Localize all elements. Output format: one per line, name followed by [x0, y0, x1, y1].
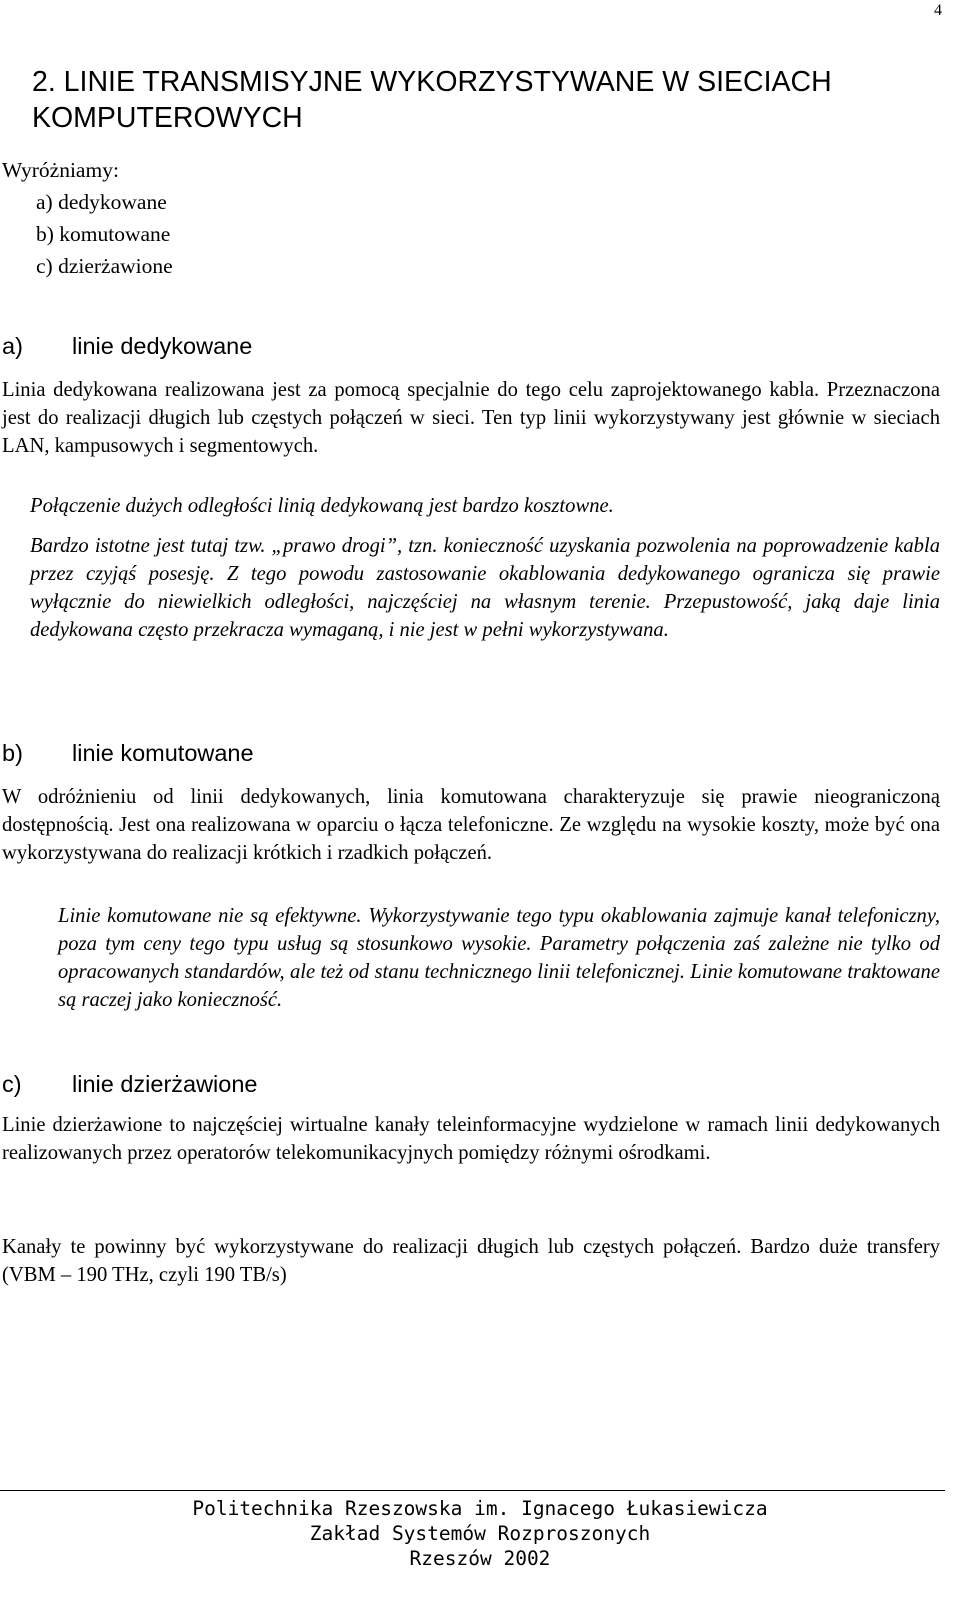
footer-divider	[0, 1490, 945, 1491]
section-b-body: W odróżnieniu od linii dedykowanych, linia komutowana charakteryzuje się prawie nieograniczoną dostępnością. Jest ona realizowana w oparciu o łącza telefoniczne. Ze względu na wysokie koszty, może być ona wykorzystywana do realizacji krótkich i rzadkich połączeń.	[2, 786, 940, 864]
page-number: 4	[934, 2, 942, 19]
page-title: 2. LINIE TRANSMISYJNE WYKORZYSTYWANE W SIECIACH KOMPUTEROWYCH	[32, 66, 832, 134]
list-item: b) komutowane	[36, 222, 171, 246]
section-a-body: Linia dedykowana realizowana jest za pomocą specjalnie do tego celu zaprojektowanego kabla. Przeznaczona jest do realizacji długich lub częstych połączeń w sieci. Ten typ linii wykorzystywany jest głównie w sieciach LAN, kampusowych i segmentowych.	[2, 379, 940, 457]
section-b-title: linie komutowane	[72, 740, 254, 766]
list-item: a) dedykowane	[36, 190, 167, 214]
section-a-note-cost: Połączenie dużych odległości linią dedykowaną jest bardzo kosztowne.	[30, 495, 614, 517]
section-a-note-right-of-way: Bardzo istotne jest tutaj tzw. „prawo drogi”, tzn. konieczność uzyskania pozwolenia na poprowadzenie kabla przez czyjąś posesję. Z tego powodu zastosowanie okablowania dedykowanego ogranicza się prawie wyłącznie do niewielkich odległości, najczęściej na własnym terenie. Przepustowość, jaką daje linia dedykowana często przekracza wymaganą, i nie jest w pełni wykorzystywana.	[30, 535, 940, 641]
footer-department: Zakład Systemów Rozproszonych	[309, 1522, 651, 1545]
section-c-body-1: Linie dzierżawione to najczęściej wirtualne kanały teleinformacyjne wydzielone w ramach linii dedykowanych realizowanych przez operatorów telekomunikacyjnych pomiędzy różnymi ośrodkami.	[2, 1114, 940, 1164]
section-a-title: linie dedykowane	[72, 333, 253, 359]
section-c-heading	[2, 1071, 258, 1098]
intro-lead: Wyróżniamy:	[2, 158, 119, 182]
section-c-body-2: Kanały te powinny być wykorzystywane do realizacji długich lub częstych połączeń. Bardzo duże transfery (VBM – 190 THz, czyli 190 TB/s)	[2, 1236, 940, 1286]
section-a-heading	[2, 333, 252, 360]
page-footer	[0, 1496, 960, 1571]
intro-block	[2, 154, 173, 282]
footer-university: Politechnika Rzeszowska im. Ignacego Łukasiewicza	[192, 1497, 768, 1520]
section-b-note: Linie komutowane nie są efektywne. Wykorzystywanie tego typu okablowania zajmuje kanał telefoniczny, poza tym ceny tego typu usług są stosunkowo wysokie. Parametry połączenia zaś zależne nie tylko od opracowanych standardów, ale też od stanu technicznego linii telefonicznej. Linie komutowane traktowane są raczej jako konieczność.	[58, 905, 940, 1011]
section-a-letter: a)	[2, 333, 23, 359]
list-item: c) dzierżawione	[36, 254, 173, 278]
section-c-letter: c)	[2, 1071, 22, 1097]
section-b-heading	[2, 740, 254, 767]
section-b-letter: b)	[2, 740, 23, 766]
section-c-title: linie dzierżawione	[72, 1071, 258, 1097]
intro-list	[2, 186, 173, 282]
footer-place-year: Rzeszów 2002	[409, 1547, 551, 1570]
